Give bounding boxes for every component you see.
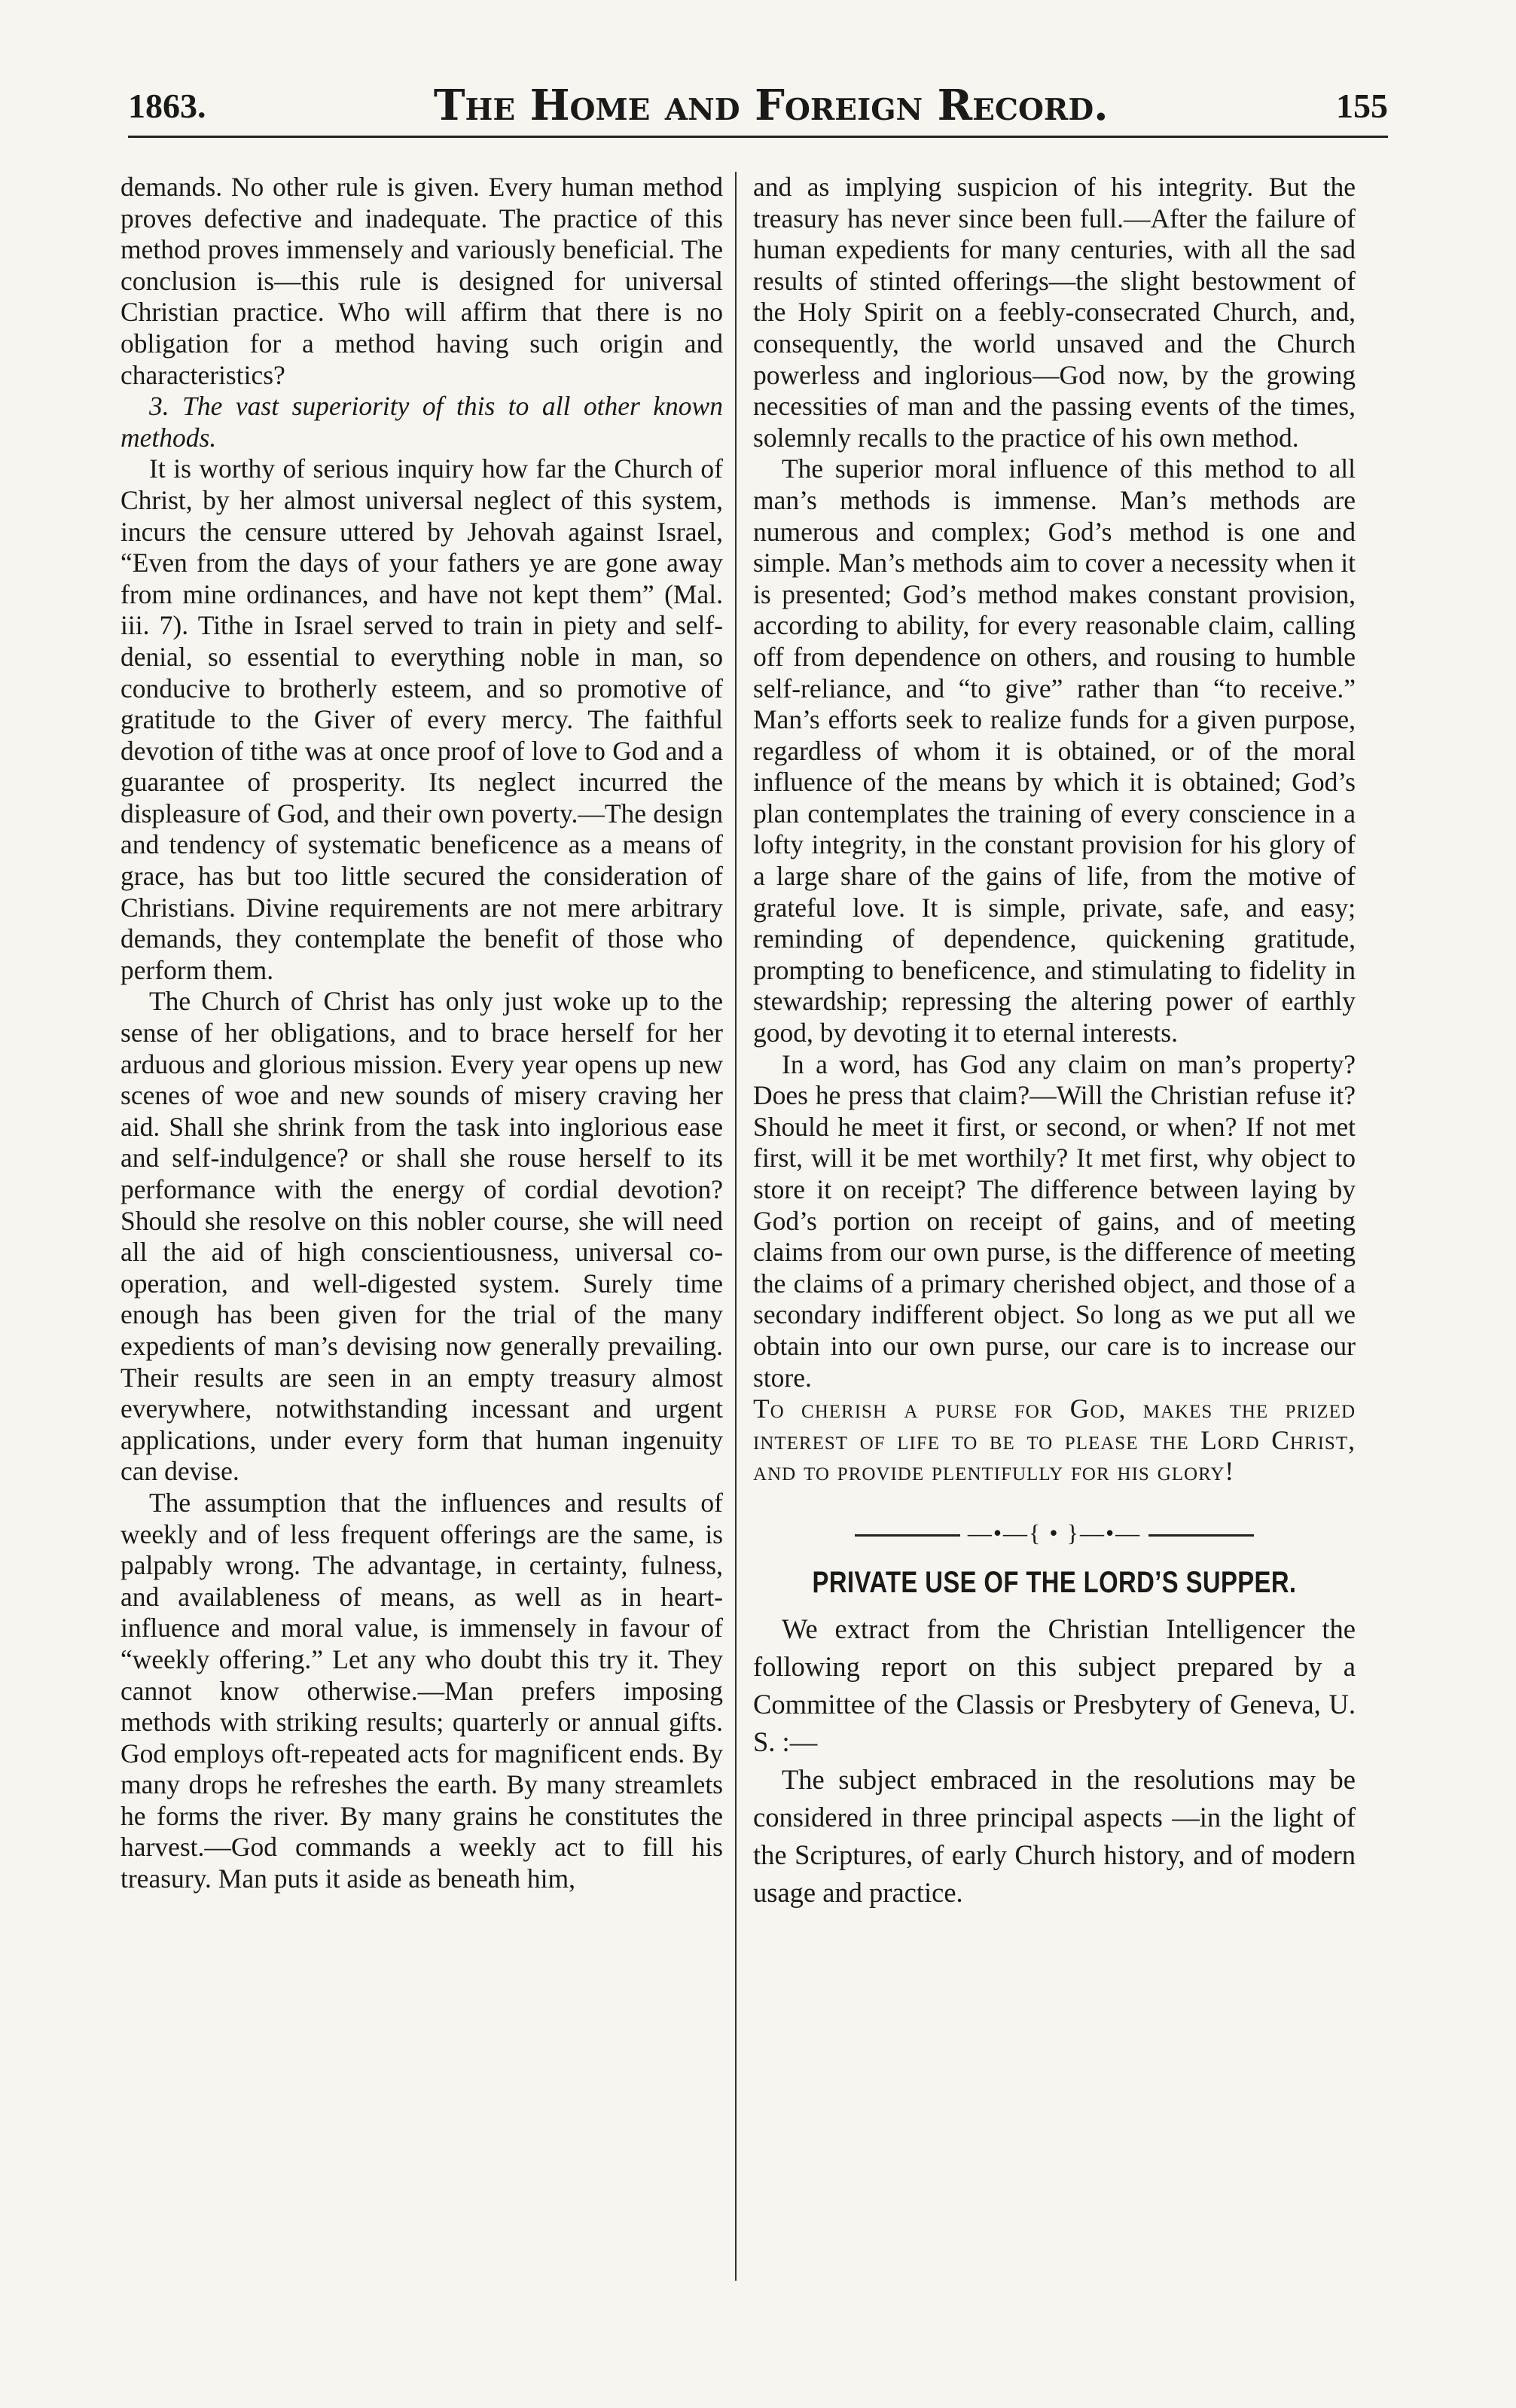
paragraph: The Church of Christ has only just woke up to the sense of her obligations, and to brace herself for her arduous and glorious mission. Every year opens up new scenes of woe and new sounds of misery craving her aid. Shall she shrink from the task into inglorious ease and self-indulgence? or shall she rouse herself to its performance with the energy of cordial devotion? Should she resolve on this nobler course, she will need all the aid of high conscientiousness, universal co-operation, and well-digested system. Surely time enough has been given for the trial of the many expedients of man’s devising now generally prevailing. Their results are seen in an empty treasury almost everywhere, notwithstanding incessant and urgent applications, under every form that human ingenuity can devise. <box>120 986 723 1487</box>
journal-title: The Home and Foreign Record. <box>433 81 1109 130</box>
paragraph: 3. The vast superiority of this to all other known methods. <box>120 391 723 453</box>
ornament-glyph: —•—{ • }—•— <box>967 1518 1142 1546</box>
left-column <box>120 172 723 1895</box>
page-number: 155 <box>1336 86 1388 125</box>
rule-line-right <box>1148 1534 1254 1537</box>
section-heading: PRIVATE USE OF THE LORD’S SUPPER. <box>812 1565 1297 1599</box>
paragraph: The assumption that the influences and results of weekly and of less frequent offerings are the same, is palpably wrong. The advantage, in certainty, fulness, and availableness of means, as well as in heart-influence and moral value, is immensely in favour of “weekly offering.” Let any who doubt this try it. They cannot know otherwise.—Man prefers imposing methods with striking results; quarterly or annual gifts. God employs oft-repeated acts for magnificent ends. By many drops he refreshes the earth. By many streamlets he forms the river. By many grains he constitutes the harvest.—God commands a weekly act to fill his treasury. Man puts it aside as beneath him, <box>120 1487 723 1894</box>
rule-line-left <box>855 1534 960 1537</box>
running-header <box>128 75 1388 138</box>
header-year: 1863. <box>128 86 206 125</box>
paragraph: and as implying suspicion of his integrity. But the treasury has never since been full.—After the failure of human expedients for many centuries, with all the sad results of stinted offerings—the slight bestowment of the Holy Spirit on a feebly-consecrated Church, and, consequently, the world unsaved and the Church powerless and inglorious—God now, by the growing necessities of man and the passing events of the times, solemnly recalls to the practice of his own method. <box>753 172 1356 453</box>
paragraph: The superior moral influence of this method to all man’s methods is immense. Man’s methods are numerous and complex; God’s method is one and simple. Man’s methods aim to cover a necessity when it is presented; God’s method makes constant provision, according to ability, for every reasonable claim, calling off from dependence on others, and rousing to humble self-reliance, and “to give” rather than “to receive.” Man’s efforts seek to realize funds for a given purpose, regardless of whom it is obtained, or of the moral influence of the means by which it is obtained; God’s plan contemplates the training of every conscience in a lofty integrity, in the constant provision for his glory of a large share of the gains of life, from the motive of grateful love. It is simple, private, safe, and easy; reminding of dependence, quickening gratitude, prompting to beneficence, and stimulating to fidelity in stewardship; repressing the altering power of earthly good, by devoting it to eternal interests. <box>753 453 1356 1048</box>
right-column <box>753 172 1356 1912</box>
paragraph: It is worthy of serious inquiry how far the Church of Christ, by her almost universal neglect of this system, incurs the censure uttered by Jehovah against Israel, “Even from the days of your fathers ye are gone away from mine ordinances, and have not kept them” (Mal. iii. 7). Tithe in Israel served to train in piety and self-denial, so essential to everything noble in man, so conducive to brotherly esteem, and so promotive of gratitude to the Giver of every mercy. The faithful devotion of tithe was at once proof of love to God and a guarantee of prosperity. Its neglect incurred the displeasure of God, and their own poverty.—The design and tendency of systematic beneficence as a means of grace, has but too little secured the consideration of Christians. Divine requirements are not mere arbitrary demands, they contemplate the benefit of those who perform them. <box>120 453 723 985</box>
paragraph: demands. No other rule is given. Every human method proves defective and inadequate. The practice of this method proves immensely and variously beneficial. The conclusion is—this rule is designed for universal Christian practice. Who will affirm that there is no obligation for a method having such origin and characteristics? <box>120 172 723 390</box>
paragraph: The subject embraced in the resolutions may be considered in three principal aspects —in the light of the Scriptures, of early Church history, and of modern usage and practice. <box>753 1764 1356 1909</box>
column-divider <box>735 172 737 2281</box>
ornamental-rule <box>753 1518 1356 1549</box>
paragraph: We extract from the Christian Intelligencer the following report on this subject prepared by a Committee of the Classis or Presbytery of Geneva, U. S. :— <box>753 1613 1356 1758</box>
paragraph-closing-caps: To cherish a purse for God, makes the prized interest of life to be to please the Lord Christ, and to provide plentifully for his glory! <box>753 1393 1356 1487</box>
paragraph: In a word, has God any claim on man’s property? Does he press that claim?—Will the Christian refuse it? Should he meet it first, or second, or when? If not met first, will it be met worthily? It met first, why object to store it on receipt? The difference between laying by God’s portion on receipt of gains, and of meeting claims from our own purse, is the difference of meeting the claims of a primary cherished object, and those of a secondary indifferent object. So long as we put all we obtain into our own purse, our care is to increase our store. <box>753 1048 1356 1393</box>
section-body <box>753 1610 1356 1912</box>
